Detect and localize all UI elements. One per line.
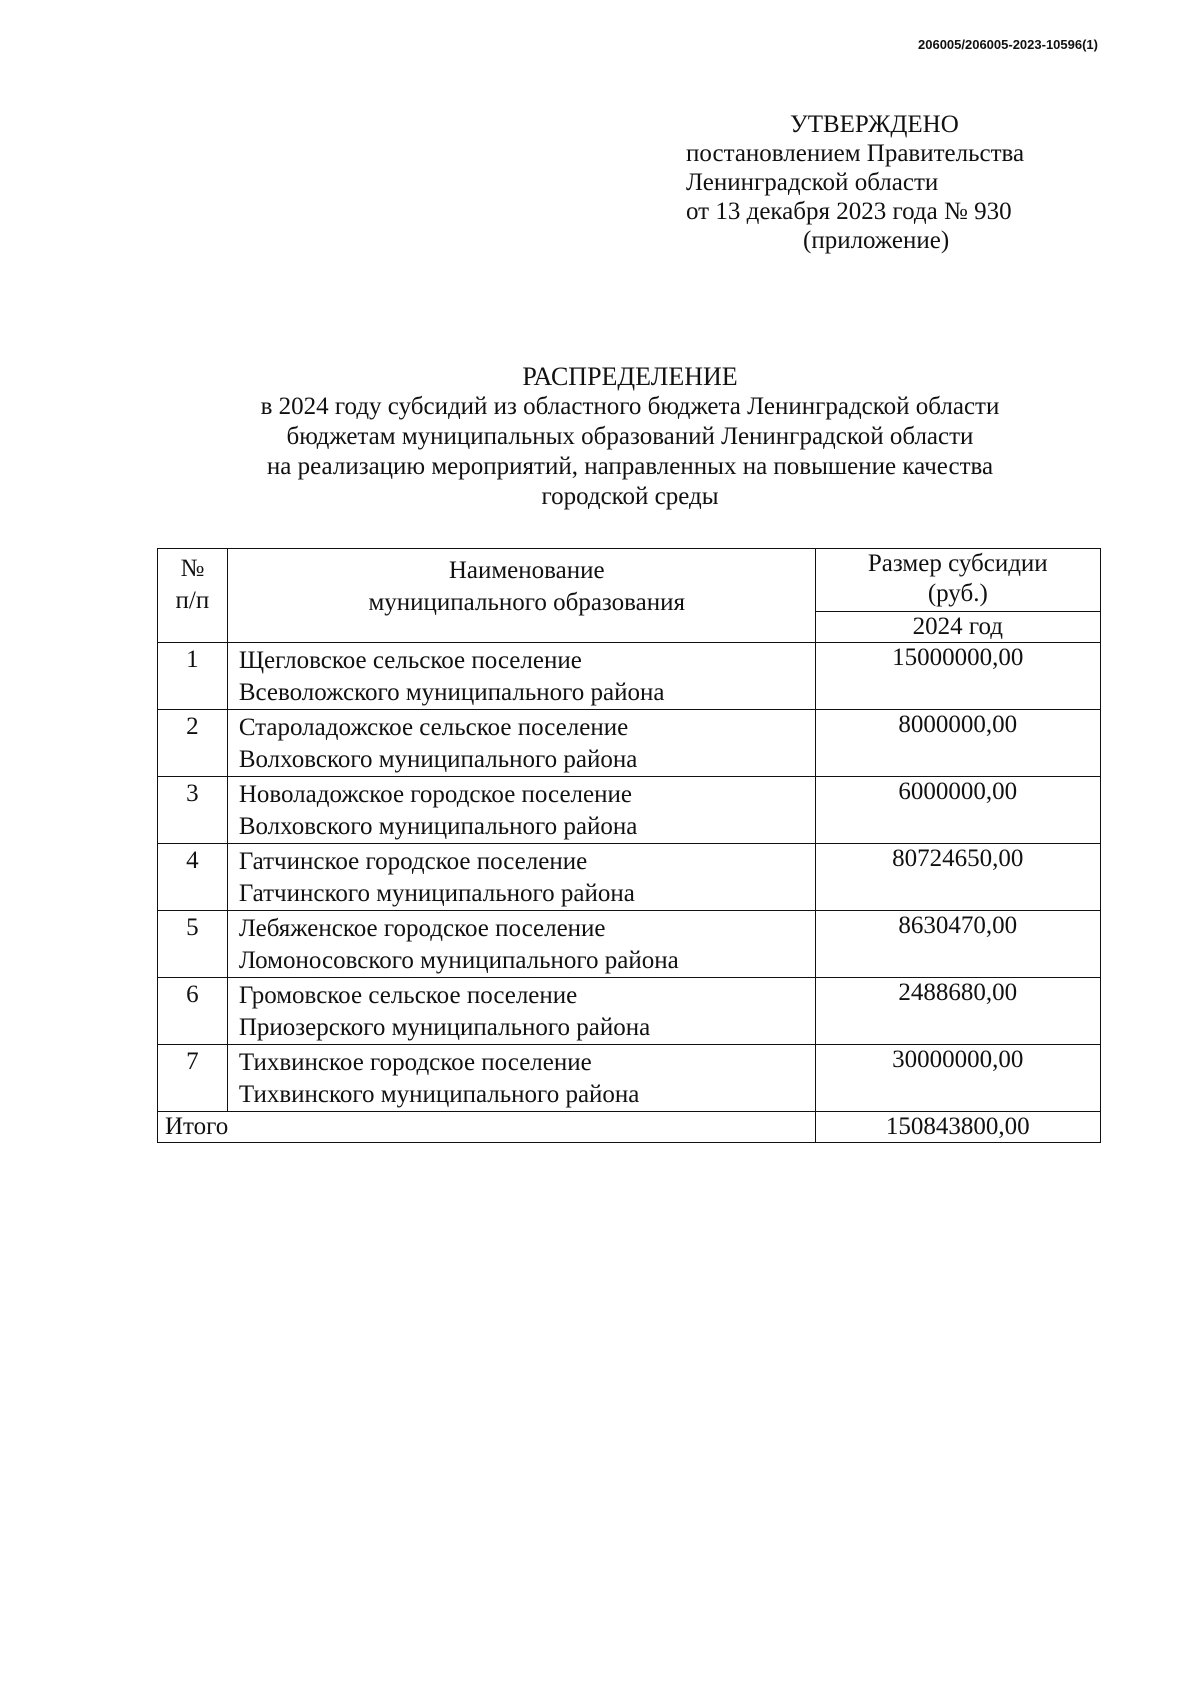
row-municipality (227, 844, 815, 911)
title-line-1: в 2024 году субсидий из областного бюджета Ленинградской области (260, 393, 1000, 420)
table-row (158, 844, 1101, 911)
municipality-line-1: Щегловское сельское поселение (238, 647, 582, 674)
distribution-table (157, 548, 1101, 1143)
approval-line-1: УТВЕРЖДЕНО (790, 111, 959, 138)
header-amount-line-2: (руб.) (927, 580, 988, 607)
header-year: 2024 год (815, 612, 1100, 643)
row-municipality (227, 710, 815, 777)
municipality-line-2: Тихвинского муниципального района (238, 1081, 640, 1108)
row-amount: 8000000,00 (815, 710, 1100, 777)
approval-line-3: Ленинградской области (686, 169, 939, 196)
approval-line-2: постановлением Правительства (686, 140, 1025, 167)
municipality-line-2: Волховского муниципального района (238, 746, 638, 773)
row-number: 7 (158, 1045, 228, 1112)
total-label: Итого (158, 1112, 816, 1143)
approval-line-4: от 13 декабря 2023 года № 930 (686, 198, 1012, 225)
approval-line-5: (приложение) (803, 227, 950, 254)
row-amount: 30000000,00 (815, 1045, 1100, 1112)
municipality-line-1: Громовское сельское поселение (238, 982, 578, 1009)
row-number: 4 (158, 844, 228, 911)
municipality-line-2: Приозерского муниципального района (238, 1014, 651, 1041)
municipality-line-2: Волховского муниципального района (238, 813, 638, 840)
title-line-3: на реализацию мероприятий, направленных на повышение качества (266, 453, 994, 480)
title-heading: РАСПРЕДЕЛЕНИЕ (522, 362, 738, 391)
table-row (158, 1045, 1101, 1112)
table-total-row (158, 1112, 1101, 1143)
row-amount: 15000000,00 (815, 643, 1100, 710)
row-number: 3 (158, 777, 228, 844)
document-id: 206005/206005-2023-10596(1) (918, 37, 1098, 52)
table-row (158, 643, 1101, 710)
row-number: 1 (158, 643, 228, 710)
title-line-2: бюджетам муниципальных образований Ленинградской области (286, 423, 974, 450)
table-header-row (158, 549, 1101, 612)
row-municipality (227, 911, 815, 978)
header-name-line-2: муниципального образования (368, 589, 685, 616)
municipality-line-1: Тихвинское городское поселение (238, 1049, 592, 1076)
row-amount: 80724650,00 (815, 844, 1100, 911)
row-municipality (227, 978, 815, 1045)
title-line-4: городской среды (541, 483, 719, 510)
row-municipality (227, 777, 815, 844)
row-amount: 8630470,00 (815, 911, 1100, 978)
header-number-abbr: п/п (175, 587, 210, 614)
municipality-line-2: Ломоносовского муниципального района (238, 947, 679, 974)
row-amount: 6000000,00 (815, 777, 1100, 844)
header-name (227, 549, 815, 643)
approval-stamp (686, 110, 1024, 255)
header-name-line-1: Наименование (448, 557, 605, 584)
municipality-line-1: Гатчинское городское поселение (238, 848, 588, 875)
row-municipality (227, 1045, 815, 1112)
header-amount-line-1: Размер субсидии (867, 550, 1048, 577)
table-row (158, 978, 1101, 1045)
row-number: 5 (158, 911, 228, 978)
header-number-symbol: № (180, 555, 205, 582)
row-number: 6 (158, 978, 228, 1045)
municipality-line-1: Лебяженское городское поселение (238, 915, 606, 942)
municipality-line-1: Староладожское сельское поселение (238, 714, 629, 741)
document-title (0, 362, 1200, 512)
municipality-line-1: Новоладожское городское поселение (238, 781, 632, 808)
municipality-line-2: Гатчинского муниципального района (238, 880, 635, 907)
row-municipality (227, 643, 815, 710)
table-row (158, 710, 1101, 777)
header-amount (815, 549, 1100, 612)
table-row (158, 777, 1101, 844)
row-number: 2 (158, 710, 228, 777)
total-amount: 150843800,00 (815, 1112, 1100, 1143)
row-amount: 2488680,00 (815, 978, 1100, 1045)
header-number (158, 549, 228, 643)
table-row (158, 911, 1101, 978)
municipality-line-2: Всеволожского муниципального района (238, 679, 665, 706)
